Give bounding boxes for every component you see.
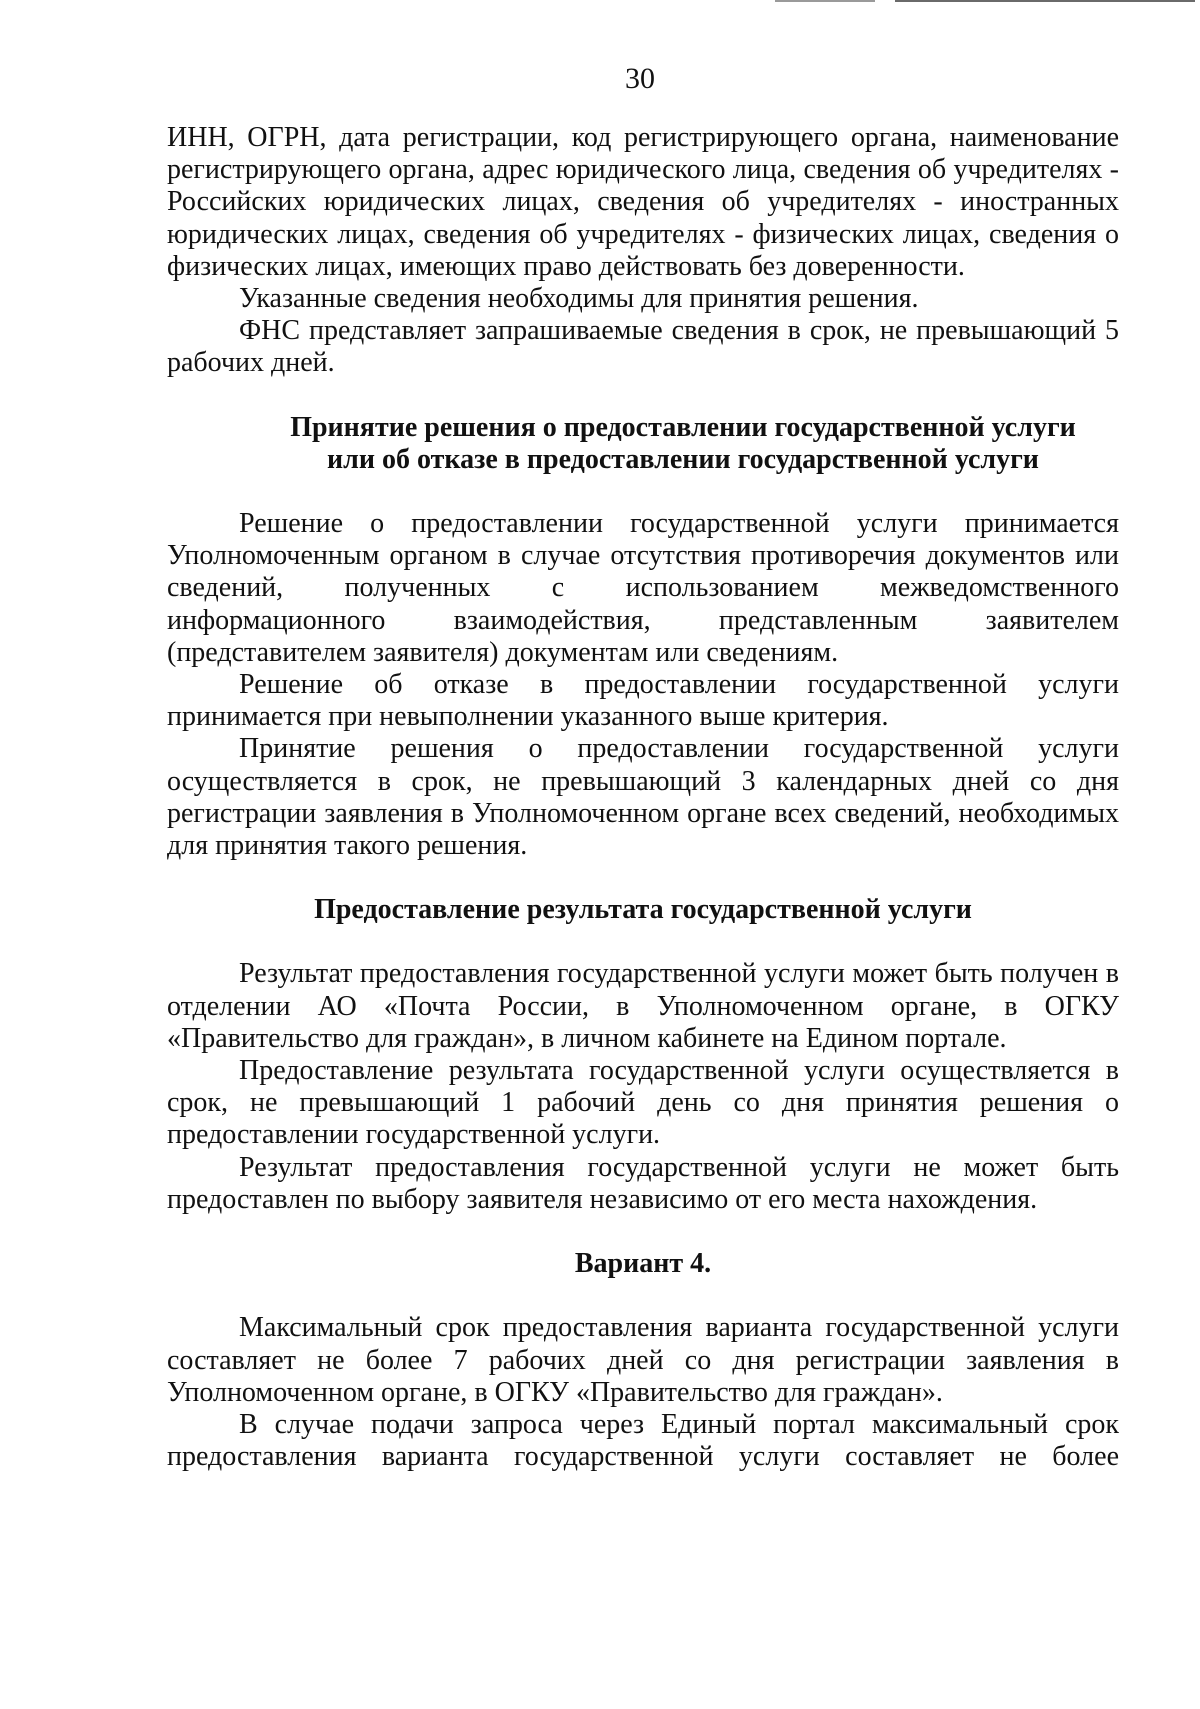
paragraph-info-needed: Указанные сведения необходимы для принятия решения. <box>239 283 919 315</box>
paragraph-variant-max-term: Максимальный срок предоставления варианта государственной услуги составляет не более 7 рабочих дней со дня регистрации заявления в Уполномоченном органе, в ОГКУ «Правительство для граждан». <box>167 1312 1119 1408</box>
paragraph-result-channels: Результат предоставления государственной услуги может быть получен в отделении АО «Почта России, в Уполномоченном органе, в ОГКУ «Правительство для граждан», в личном кабинете на Едином портале. <box>167 958 1119 1054</box>
scan-edge-line <box>775 0 875 2</box>
section-heading-result: Предоставление результата государственной услуги <box>314 894 972 926</box>
paragraph-decision-grant: Решение о предоставлении государственной услуги принимается Уполномоченным органом в случае отсутствия противоречия документов или сведений, полученных с использованием межведомственного информационного взаимодействия, представленным заявителем (представителем заявителя) документам или сведениям. <box>167 508 1119 668</box>
page-number: 30 <box>625 62 655 95</box>
section-heading-variant-4: Вариант 4. <box>574 1248 712 1280</box>
paragraph-egrul-details: ИНН, ОГРН, дата регистрации, код регистрирующего органа, наименование регистрирующего органа, адрес юридического лица, сведения об учредителях - Российских юридических лицах, сведения об учредителях - иностранных юридических лицах, сведения об учредителях - физических лицах, сведения о физических лицах, имеющих право действовать без доверенности. <box>167 122 1119 282</box>
paragraph-fns-deadline: ФНС представляет запрашиваемые сведения в срок, не превышающий 5 рабочих дней. <box>167 315 1119 379</box>
document-body <box>167 122 1119 1473</box>
paragraph-result-deadline: Предоставление результата государственной услуги осуществляется в срок, не превышающий 1 рабочий день со дня принятия решения о предоставлении государственной услуги. <box>167 1055 1119 1151</box>
section-heading-decision: Принятие решения о предоставлении государственной услуги или об отказе в предоставлении государственной услуги <box>290 411 1076 475</box>
scan-edge-line <box>895 0 1195 2</box>
paragraph-decision-deadline: Принятие решения о предоставлении государственной услуги осуществляется в срок, не превышающий 3 календарных дней со дня регистрации заявления в Уполномоченном органе всех сведений, необходимых для принятия такого решения. <box>167 733 1119 862</box>
paragraph-decision-refusal: Решение об отказе в предоставлении государственной услуги принимается при невыполнении указанного выше критерия. <box>167 669 1119 733</box>
paragraph-variant-portal-term: В случае подачи запроса через Единый портал максимальный срок предоставления варианта государственной услуги составляет не более <box>167 1408 1119 1473</box>
paragraph-result-location: Результат предоставления государственной услуги не может быть предоставлен по выбору заявителя независимо от его места нахождения. <box>167 1151 1119 1215</box>
